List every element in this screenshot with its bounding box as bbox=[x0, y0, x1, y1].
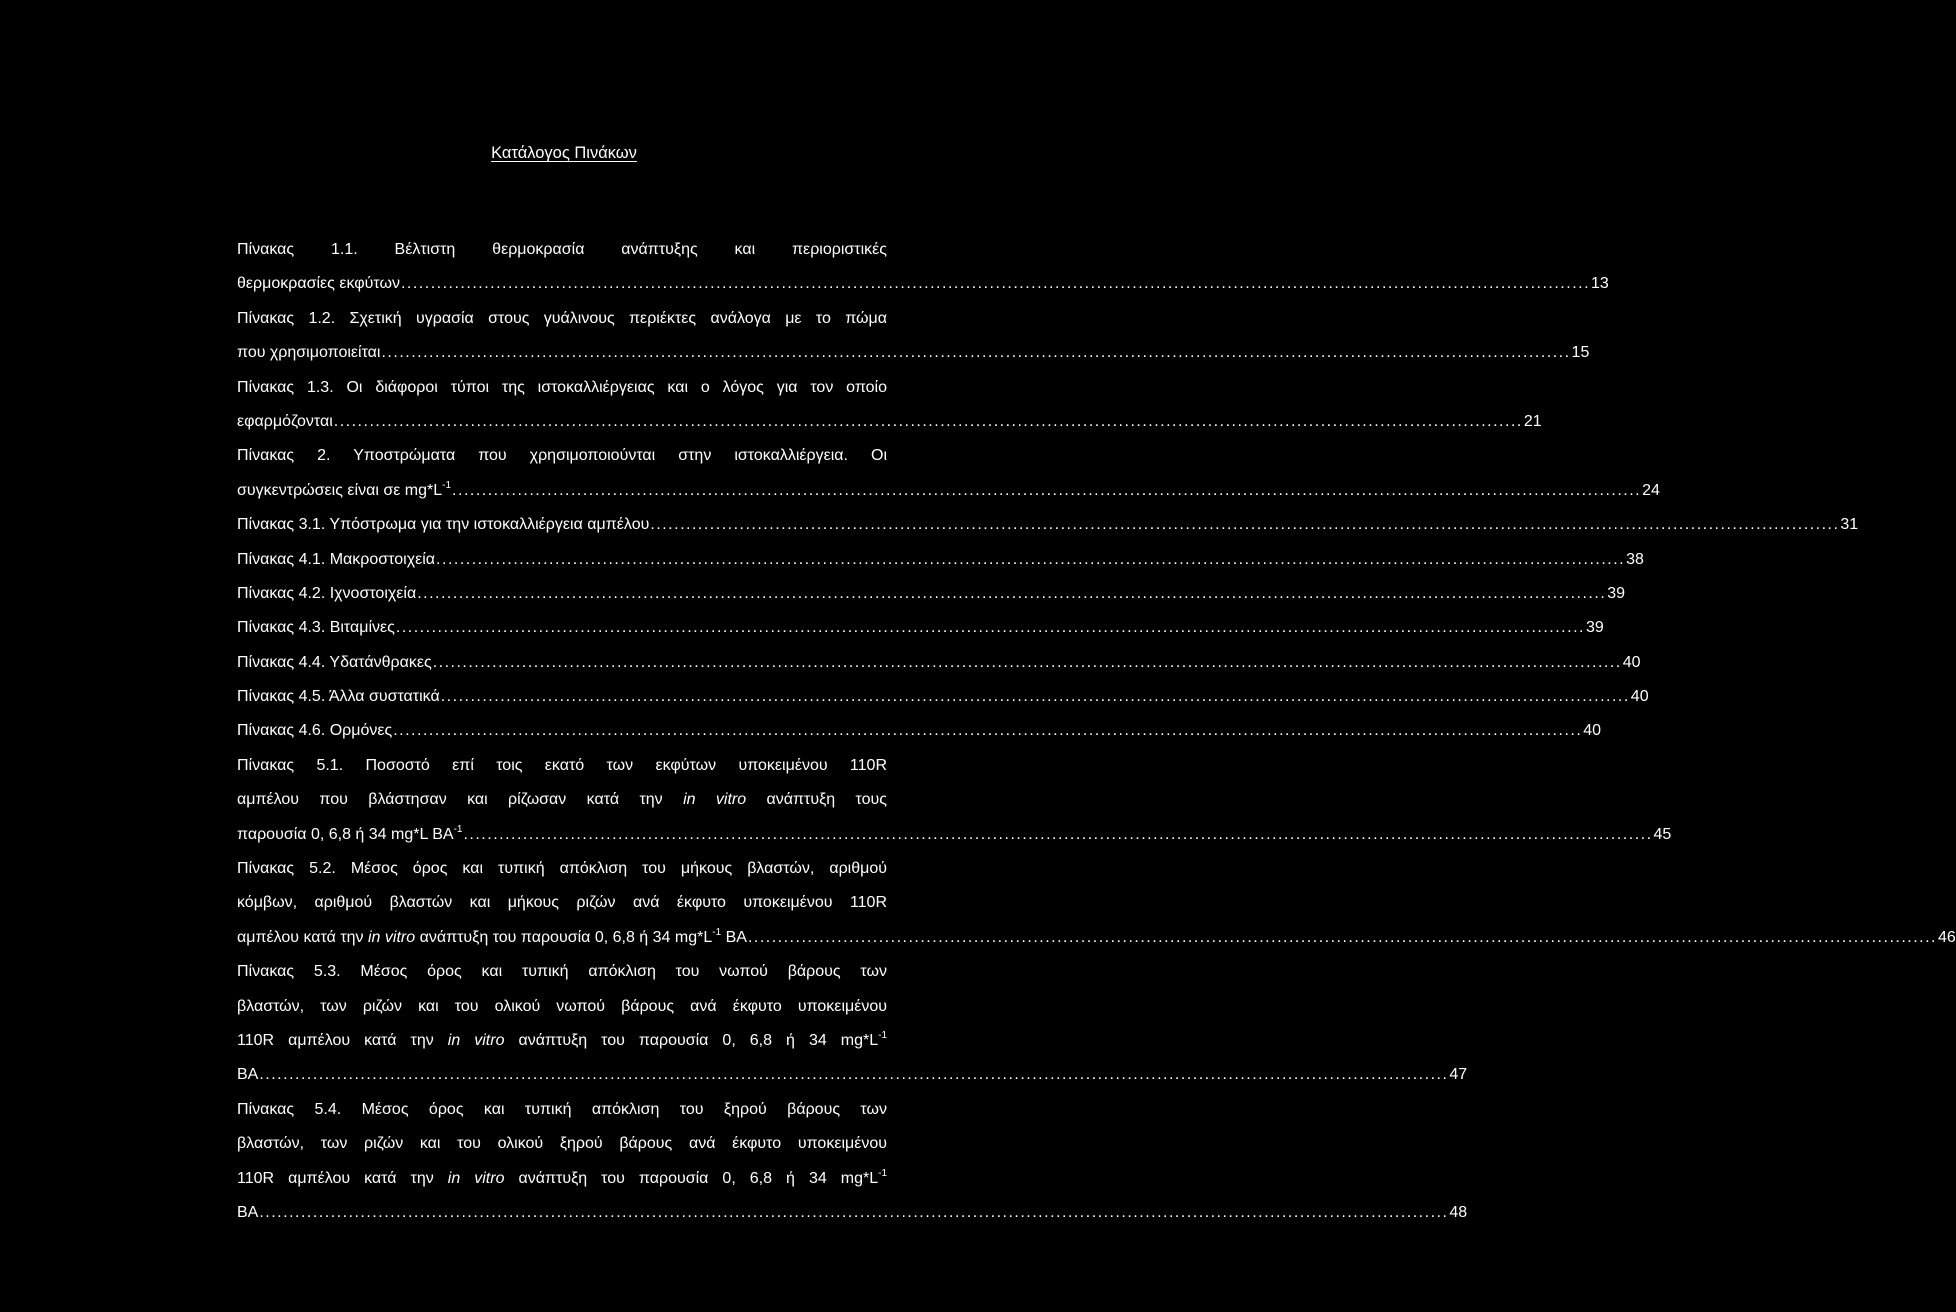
entry-line bbox=[237, 921, 1956, 955]
page-number: 40 bbox=[1622, 653, 1641, 671]
dot-leader: ........................................................................................................................................................................................................ bbox=[463, 825, 1653, 843]
page-number: 40 bbox=[1583, 722, 1602, 740]
dot-leader: ........................................................................................................................................................................................................ bbox=[259, 1203, 1449, 1221]
table-entry[interactable] bbox=[237, 680, 1649, 714]
dot-leader: ........................................................................................................................................................................................................ bbox=[747, 928, 1937, 946]
dot-leader: ........................................................................................................................................................................................................ bbox=[432, 653, 1622, 671]
entry-text: βλαστών, των ριζών και του ολικού νωπού βάρους ανά έκφυτο υποκειμένου bbox=[237, 997, 887, 1015]
table-entry[interactable] bbox=[237, 955, 1468, 1093]
table-entry[interactable] bbox=[237, 611, 1604, 645]
entry-line bbox=[237, 233, 887, 267]
dot-leader: ........................................................................................................................................................................................................ bbox=[436, 550, 1626, 568]
entry-text: Πίνακας 4.1. Μακροστοιχεία bbox=[237, 550, 436, 568]
dot-leader: ........................................................................................................................................................................................................ bbox=[400, 275, 1591, 293]
entry-text: Πίνακας 1.2. Σχετική υγρασία στους γυάλινους περιέκτες ανάλογα με το πώμα bbox=[237, 309, 887, 327]
entry-superscript: -1 bbox=[878, 1029, 888, 1041]
entry-text: συγκεντρώσεις είναι σε $mg*L^{-1}$ bbox=[237, 479, 452, 499]
entry-line bbox=[237, 818, 1672, 852]
entry-line bbox=[237, 680, 1649, 714]
entry-italic: in vitro bbox=[447, 1031, 505, 1049]
entry-text: Πίνακας 3.1. Υπόστρωμα για την ιστοκαλλιέργεια αμπέλου bbox=[237, 516, 650, 534]
entry-text: εφαρμόζονται bbox=[237, 412, 333, 430]
table-entry[interactable] bbox=[237, 543, 1644, 577]
entry-text: αμπέλου κατά την in vitro ανάπτυξη του παρουσία 0, 6,8 ή 34 $mg*L^{-1}$ BA bbox=[237, 926, 747, 946]
dot-leader: ........................................................................................................................................................................................................ bbox=[393, 722, 1583, 740]
dot-leader: ........................................................................................................................................................................................................ bbox=[333, 412, 1523, 430]
page-number: 21 bbox=[1523, 412, 1542, 430]
entry-italic: in vitro bbox=[447, 1169, 505, 1187]
entry-text: BA bbox=[237, 1066, 259, 1084]
entry-italic: in vitro bbox=[683, 791, 747, 809]
table-entry[interactable] bbox=[237, 371, 1542, 440]
entry-line bbox=[237, 852, 887, 886]
table-entry[interactable] bbox=[237, 714, 1602, 748]
entry-line bbox=[237, 1162, 887, 1196]
entry-line bbox=[237, 646, 1641, 680]
entry-text: Πίνακας 4.2. Ιχνοστοιχεία bbox=[237, 584, 417, 602]
entry-superscript: -1 bbox=[712, 926, 722, 938]
table-entry[interactable] bbox=[237, 302, 1590, 371]
entry-text: Πίνακας 1.3. Οι διάφοροι τύποι της ιστοκαλλιέργειας και ο λόγος για τον οποίο bbox=[237, 378, 887, 396]
entry-text: θερμοκρασίες εκφύτων bbox=[237, 275, 400, 293]
entry-text: BA bbox=[237, 1203, 259, 1221]
entry-text: Πίνακας 4.6. Ορμόνες bbox=[237, 722, 393, 740]
dot-leader: ........................................................................................................................................................................................................ bbox=[395, 619, 1585, 637]
entry-line bbox=[237, 783, 887, 817]
table-list bbox=[237, 233, 1956, 1230]
page-title: Κατάλογος Πινάκων bbox=[491, 144, 637, 162]
entry-italic: in vitro bbox=[368, 928, 416, 946]
entry-line bbox=[237, 990, 887, 1024]
dot-leader: ........................................................................................................................................................................................................ bbox=[650, 516, 1840, 534]
page-number: 39 bbox=[1607, 584, 1626, 602]
entry-line bbox=[237, 1196, 1468, 1230]
entry-line bbox=[237, 336, 1590, 370]
entry-text: Πίνακας 1.1. Βέλτιστη θερμοκρασία ανάπτυξης και περιοριστικές bbox=[237, 241, 887, 258]
entry-text: βλαστών, των ριζών και του ολικού ξηρού βάρους ανά έκφυτο υποκειμένου bbox=[237, 1135, 887, 1153]
entry-line bbox=[237, 577, 1626, 611]
entry-superscript: -1 bbox=[878, 1167, 888, 1179]
entry-line bbox=[237, 714, 1602, 748]
page-number: 13 bbox=[1591, 275, 1609, 293]
table-entry[interactable] bbox=[237, 646, 1641, 680]
entry-text: 110R αμπέλου κατά την in vitro ανάπτυξη του παρουσία 0, 6,8 ή 34 $mg*L^{-1}$ bbox=[237, 1029, 888, 1049]
entry-text: Πίνακας 4.3. Βιταμίνες bbox=[237, 619, 395, 637]
entry-line bbox=[237, 611, 1604, 645]
entry-line bbox=[237, 302, 887, 336]
entry-text: αμπέλου που βλάστησαν και ρίζωσαν κατά την in vitro ανάπτυξη τους bbox=[237, 791, 888, 809]
page-number: 46 bbox=[1938, 928, 1956, 946]
entry-text: Πίνακας 4.4. Υδατάνθρακες bbox=[237, 653, 432, 671]
table-entry[interactable] bbox=[237, 577, 1626, 611]
dot-leader: ........................................................................................................................................................................................................ bbox=[452, 481, 1642, 499]
entry-text: Πίνακας 2. Υποστρώματα που χρησιμοποιούνται στην ιστοκαλλιέργεια. Οι bbox=[237, 447, 887, 465]
entry-line bbox=[237, 371, 887, 405]
entry-line bbox=[237, 474, 1660, 508]
page-number: 40 bbox=[1630, 688, 1649, 706]
entry-text: που χρησιμοποιείται bbox=[237, 344, 381, 362]
table-entry[interactable] bbox=[237, 749, 1672, 852]
entry-line bbox=[237, 1127, 887, 1161]
entry-text: κόμβων, αριθμού βλαστών και μήκους ριζών ανά έκφυτο υποκειμένου 110R bbox=[237, 894, 887, 912]
entry-line bbox=[237, 439, 887, 473]
table-entry[interactable] bbox=[237, 508, 1859, 542]
entry-line bbox=[237, 267, 1609, 301]
entry-line bbox=[237, 543, 1644, 577]
dot-leader: ........................................................................................................................................................................................................ bbox=[440, 688, 1630, 706]
entry-line bbox=[237, 508, 1859, 542]
page-number: 39 bbox=[1585, 619, 1604, 637]
table-entry[interactable] bbox=[237, 439, 1660, 508]
entry-line bbox=[237, 886, 887, 920]
entry-text: παρουσία 0, 6,8 ή 34 mg*L $BA^{-1}$ bbox=[237, 823, 463, 843]
entry-text: Πίνακας 5.4. Μέσος όρος και τυπική απόκλιση του ξηρού βάρους των bbox=[237, 1100, 887, 1118]
page-number: 31 bbox=[1840, 516, 1859, 534]
entry-line bbox=[237, 405, 1542, 439]
dot-leader: ........................................................................................................................................................................................................ bbox=[259, 1066, 1449, 1084]
entry-line bbox=[237, 1058, 1468, 1092]
entry-text: Πίνακας 4.5. Άλλα συστατικά bbox=[237, 688, 440, 706]
entry-line bbox=[237, 955, 887, 989]
entry-line bbox=[237, 1093, 887, 1127]
entry-superscript: -1 bbox=[453, 823, 463, 835]
entry-line bbox=[237, 749, 887, 783]
entry-line bbox=[237, 1024, 887, 1058]
page-number: 15 bbox=[1571, 344, 1590, 362]
page-number: 24 bbox=[1642, 481, 1660, 499]
table-entry[interactable] bbox=[237, 852, 1956, 955]
table-entry[interactable] bbox=[237, 233, 1609, 302]
entry-superscript: -1 bbox=[442, 479, 452, 491]
dot-leader: ........................................................................................................................................................................................................ bbox=[417, 584, 1607, 602]
page-number: 47 bbox=[1449, 1066, 1468, 1084]
page-number: 48 bbox=[1449, 1203, 1468, 1221]
table-entry[interactable] bbox=[237, 1093, 1468, 1231]
entry-text: Πίνακας 5.3. Μέσος όρος και τυπική απόκλιση του νωπού βάρους των bbox=[237, 963, 887, 981]
dot-leader: ........................................................................................................................................................................................................ bbox=[381, 344, 1571, 362]
entry-text: 110R αμπέλου κατά την in vitro ανάπτυξη του παρουσία 0, 6,8 ή 34 $mg*L^{-1}$ bbox=[237, 1167, 888, 1187]
page-number: 45 bbox=[1653, 825, 1672, 843]
entry-text: Πίνακας 5.1. Ποσοστό επί τοις εκατό των εκφύτων υποκειμένου 110R bbox=[237, 756, 887, 774]
page-number: 38 bbox=[1626, 550, 1644, 568]
entry-text: Πίνακας 5.2. Μέσος όρος και τυπική απόκλιση του μήκους βλαστών, αριθμού bbox=[237, 860, 887, 878]
